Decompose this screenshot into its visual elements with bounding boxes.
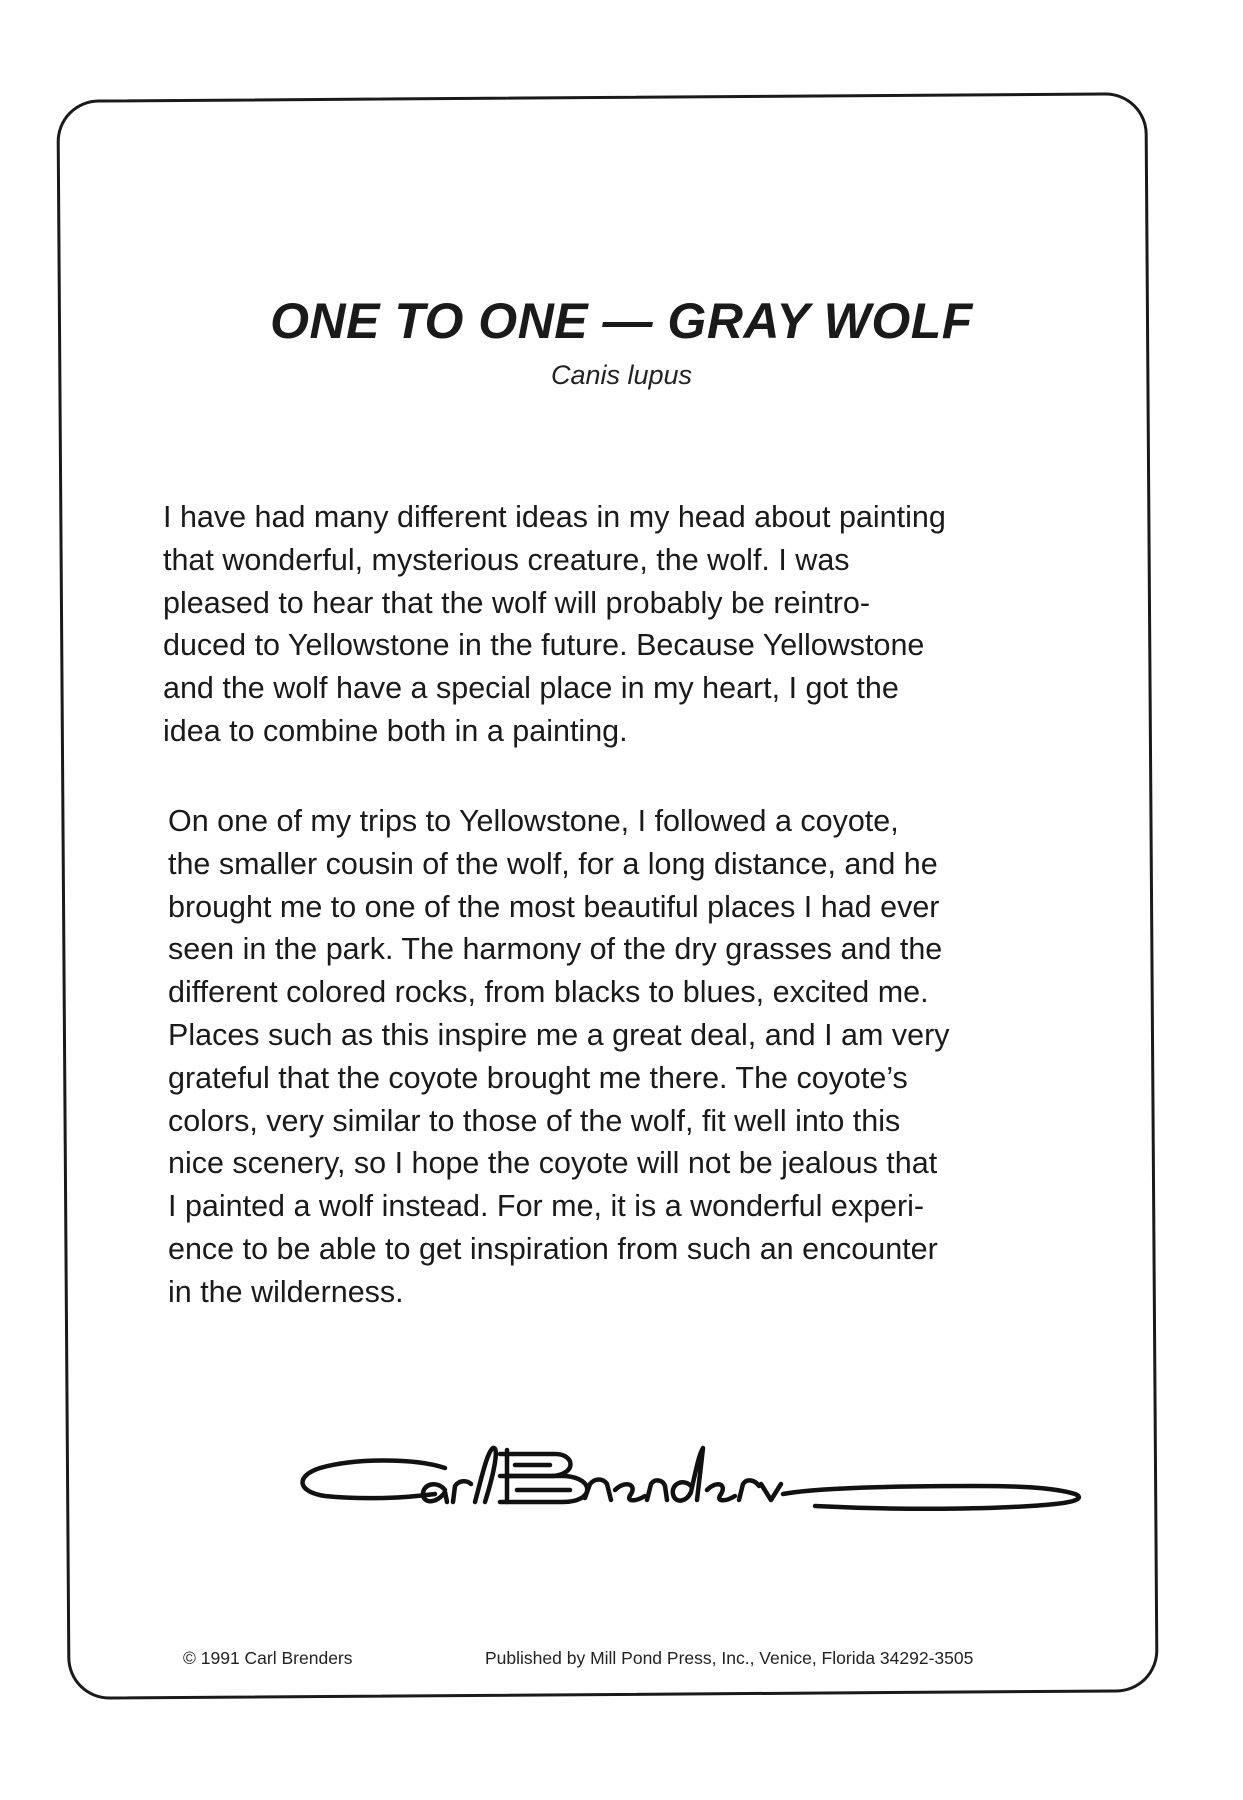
paragraph-line: nice scenery, so I hope the coyote will not be jealous that (168, 1146, 938, 1181)
paragraph-line: idea to combine both in a painting. (163, 713, 628, 748)
paragraph-line: I have had many different ideas in my head about painting (163, 500, 946, 534)
scientific-name: Canis lupus (550, 360, 693, 390)
paragraph-line: different colored rocks, from blacks to blues, excited me. (168, 975, 929, 1010)
signature-graphic (295, 1440, 1095, 1550)
paragraph-line: pleased to hear that the wolf will probably be reintro- (163, 585, 870, 620)
paragraph-line: the smaller cousin of the wolf, for a long distance, and he (168, 846, 938, 881)
paragraph-line: duced to Yellowstone in the future. Because Yellowstone (163, 628, 925, 663)
page-title: ONE TO ONE — GRAY WOLF (270, 293, 973, 349)
paragraph-line: Places such as this inspire me a great deal, and I am very (168, 1017, 950, 1052)
paragraph-line: brought me to one of the most beautiful places I had ever (168, 889, 940, 924)
paragraph-line: that wonderful, mysterious creature, the wolf. I was (163, 542, 850, 577)
paragraph-line: I painted a wolf instead. For me, it is a wonderful experi- (168, 1189, 925, 1224)
copyright-notice: © 1991 Carl Brenders (183, 1648, 353, 1668)
publisher-notice: Published by Mill Pond Press, Inc., Venice, Florida 34292-3505 (485, 1648, 974, 1668)
paragraph-line: grateful that the coyote brought me there. The coyote’s (168, 1060, 908, 1095)
paragraph-line: seen in the park. The harmony of the dry grasses and the (168, 932, 943, 967)
paragraph-line: colors, very similar to those of the wolf, fit well into this (168, 1103, 901, 1138)
paragraph-line: ence to be able to get inspiration from such an encounter (168, 1231, 938, 1266)
paragraph-line: On one of my trips to Yellowstone, I followed a coyote, (168, 804, 899, 838)
paragraph-line: in the wilderness. (168, 1274, 404, 1309)
paragraph-line: and the wolf have a special place in my heart, I got the (163, 671, 899, 706)
artist-signature (295, 1440, 1095, 1550)
paragraph-2 (168, 800, 950, 1314)
paragraph-1 (163, 496, 946, 753)
